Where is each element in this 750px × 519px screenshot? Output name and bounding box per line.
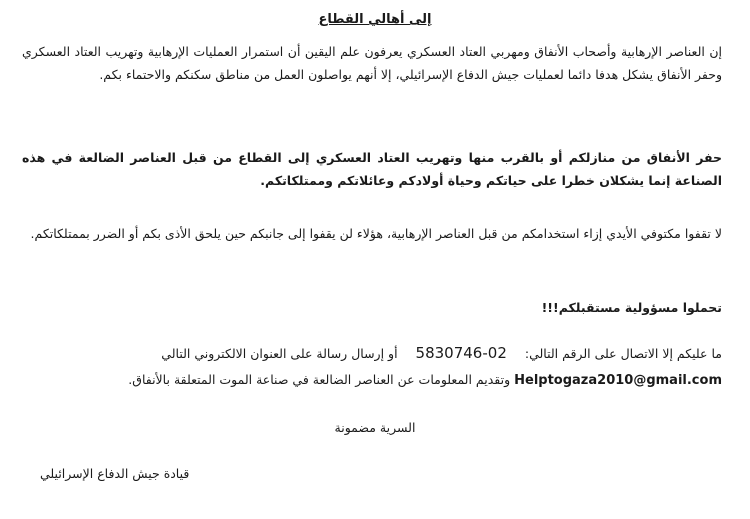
paragraph-4: تحملوا مسؤولية مستقبلكم!!!	[541, 300, 722, 315]
contact-paragraph	[22, 340, 722, 394]
phone-number: 02-5830746	[415, 344, 507, 362]
contact-intro: ما عليكم إلا الاتصال على الرقم التالي:	[524, 346, 722, 361]
signature: قيادة جيش الدفاع الإسرائيلي	[40, 466, 190, 481]
paragraph-3: لا تقفوا مكتوفي الأيدي إزاء استخدامكم من قبل العناصر الإرهابية، هؤلاء لن يقفوا إلى جانبكم حين يلحق الأذى بكم أو الضرر بممتلكاتكم.	[30, 226, 722, 241]
confidentiality-note: السرية مضمونة	[334, 420, 416, 435]
contact-email-intro: أو إرسال رسالة على العنوان الالكتروني التالي	[161, 346, 398, 361]
title-text: إلى أهالي القطاع	[318, 12, 432, 27]
contact-outro: وتقديم المعلومات عن العناصر الضالعة في صناعة الموت المتعلقة بالأنفاق.	[128, 372, 511, 387]
email-address: Helptogaza2010@gmail.com	[514, 373, 722, 388]
paragraph-1: إن العناصر الإرهابية وأصحاب الأنفاق ومهربي العتاد العسكري يعرفون علم اليقين أن استمرار العمليات الإرهابية وتهريب العتاد العسكري وحفر الأنفاق يشكل هدفا دائما لعمليات جيش الدفاع الإسرائيلي، إلا أنهم يواصلون العمل من مناطق سكنكم والاحتماء بكم.	[22, 44, 722, 82]
paragraph-2: حفر الأنفاق من منازلكم أو بالقرب منها وتهريب العتاد العسكري إلى القطاع من قبل العناصر الضالعة في هذه الصناعة إنما يشكلان خطرا على حياتكم وحياة أولادكم وعائلاتكم وممتلكاتكم.	[22, 150, 722, 188]
document-title	[0, 12, 750, 27]
